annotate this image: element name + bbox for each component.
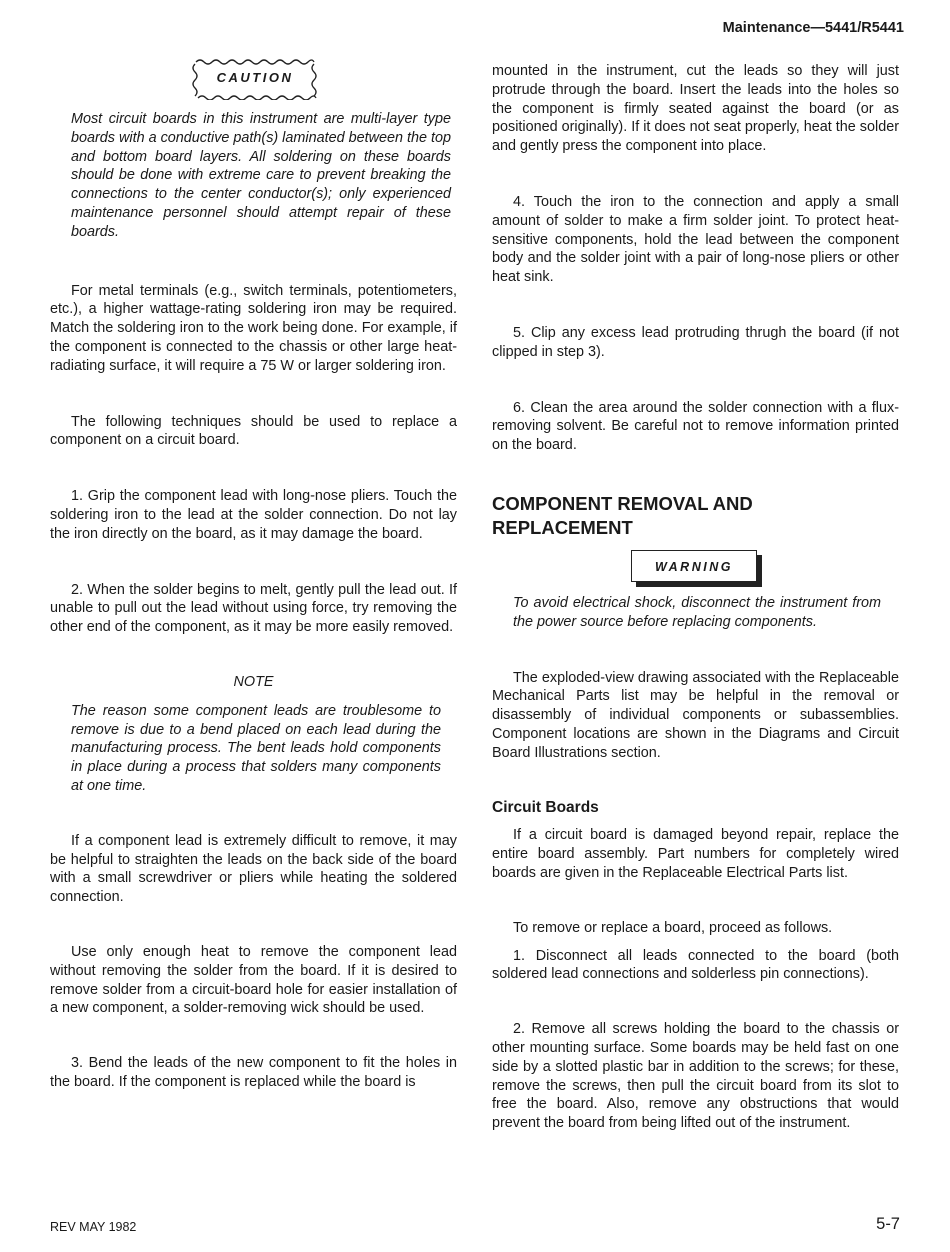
paragraph-techniques: The following techniques should be used to replace a component on a circuit board. [50,413,457,449]
step-3: 3. Bend the leads of the new component to fit the holes in the board. If the component is replaced while the board is [50,1055,457,1090]
left-column [50,58,457,1092]
right-column [492,62,899,1133]
step-3-continued: mounted in the instrument, cut the leads so they will just protrude through the board. Insert the leads into the holes so the component is firmly seated against the board (or as positioned originally). If it does not seat properly, heat the solder and gently press the component into place. [492,63,899,155]
step-1: 1. Grip the component lead with long-nose pliers. Touch the soldering iron to the lead at the solder connection. Do not lay the iron directly on the board, as it may damage the board. [50,488,457,542]
step-6: 6. Clean the area around the solder connection with a flux-removing solvent. Be careful not to remove information printed on the board. [492,399,899,454]
paragraph-damaged-board: If a circuit board is damaged beyond repair, replace the entire board assembly. Part numbers for completely wired boards are given in the Replaceable Electrical Parts list. [492,827,899,881]
page-number: 5-7 [876,1215,900,1233]
note-label: NOTE [233,673,274,690]
caution-label: CAUTION [216,70,294,85]
caution-text: Most circuit boards in this instrument are multi-layer type boards with a conductive path(s) laminated between the top and bottom board layers. All soldering on these boards should be done with extreme care to prevent breaking the connections to the center conductor(s); only experienced maintenance personnel should attempt repair of these boards. [71,111,451,240]
paragraph-exploded-view: The exploded-view drawing associated with the Replaceable Mechanical Parts list may be helpful in the removal or disassembly of individual components or subassemblies. Component locations are shown in the Diagrams and Circuit Board Illustrations section. [492,669,899,761]
paragraph-heat: Use only enough heat to remove the component lead without removing the solder from the board. If it is desired to remove solder from a circuit-board hole for easier installation of a new component, a solder-removing wick should be used. [50,943,457,1017]
warning-text: To avoid electrical shock, disconnect the instrument from the power source before replacing components. [513,594,881,630]
revision-date: REV MAY 1982 [50,1220,137,1234]
paragraph-remove-intro: To remove or replace a board, proceed as follows. [513,919,833,936]
section-title-line2: REPLACEMENT [492,516,633,538]
page-header: Maintenance—5441/R5441 [722,20,904,36]
warning-label: WARNING [655,559,733,574]
step-2: 2. When the solder begins to melt, gently pull the lead out. If unable to pull out the lead without using force, try removing the other end of the component, as it may be more easily removed. [50,581,457,636]
board-step-2: 2. Remove all screws holding the board to the chassis or other mounting surface. Some boards may be held fast on one side by a slotted plastic bar in addition to the screws; for these, remove the screws, then pull the circuit board from its slot to free the board. Also, remove any obstructions that would prevent the board from being lifted out of the instrument. [492,1021,899,1132]
subheading-circuit-boards: Circuit Boards [492,798,599,816]
paragraph-metal-terminals: For metal terminals (e.g., switch terminals, potentiometers, etc.), a higher wattage-rating soldering iron may be required. Match the soldering iron to the work being done. For example, if the component is connected to the chassis or other large heat-radiating surface, it will require a 75 W or larger soldering iron. [50,282,457,374]
warning-box-wrap [492,550,899,592]
section-title-line1: COMPONENT REMOVAL AND [492,492,753,514]
note-text: The reason some component leads are troublesome to remove is due to a bend placed on each lead during the manufacturing process. The bent leads hold components in place during a process that solders many components at one time. [71,702,441,794]
warning-box [631,550,757,582]
board-step-1: 1. Disconnect all leads connected to the board (both soldered lead connections and solderless pin connections). [492,947,899,983]
step-5: 5. Clip any excess lead protruding thrugh the board (if not clipped in step 3). [492,324,899,360]
step-4: 4. Touch the iron to the connection and apply a small amount of solder to make a firm solder joint. To protect heat-sensitive components, hold the lead between the component body and the solder joint with a pair of long-nose pliers or other heat sink. [492,193,899,286]
caution-box [190,58,320,100]
paragraph-difficult-lead: If a component lead is extremely difficult to remove, it may be helpful to straighten the leads on the back side of the board with a small screwdriver or pliers while heating the soldered connection. [50,832,457,906]
